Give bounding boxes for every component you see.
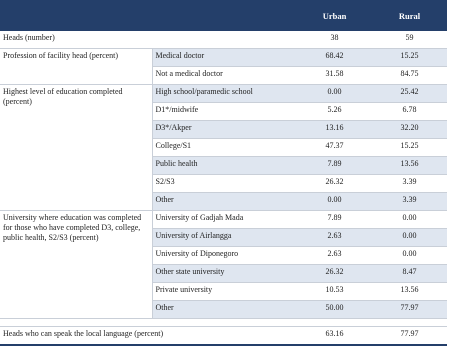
sub-label: Other xyxy=(152,301,297,319)
cell-rural: 13.56 xyxy=(372,283,447,301)
table-row xyxy=(0,327,447,346)
spacer-row xyxy=(0,319,447,327)
cell-rural: 3.39 xyxy=(372,175,447,193)
sub-label: Public health xyxy=(152,157,297,175)
sub-label: College/S1 xyxy=(152,139,297,157)
header-blank-cell xyxy=(152,0,297,31)
row-label-education: Highest level of education completed (percent) xyxy=(0,85,152,211)
sub-label: University of Diponegoro xyxy=(152,247,297,265)
cell-rural: 0.00 xyxy=(372,211,447,229)
cell-rural: 8.47 xyxy=(372,265,447,283)
column-header-urban: Urban xyxy=(297,0,372,31)
cell-rural: 0.00 xyxy=(372,247,447,265)
cell-urban: 31.58 xyxy=(297,67,372,85)
cell-urban: 26.32 xyxy=(297,265,372,283)
table-row xyxy=(0,85,447,103)
cell-rural: 3.39 xyxy=(372,193,447,211)
table-row xyxy=(0,49,447,67)
header-blank-cell xyxy=(0,0,152,31)
cell-urban: 7.89 xyxy=(297,157,372,175)
cell-rural: 84.75 xyxy=(372,67,447,85)
sub-label: High school/paramedic school xyxy=(152,85,297,103)
row-label-university: University where education was completed for those who have completed D3, college, public health, S2/S3 (percent) xyxy=(0,211,152,319)
cell-urban: 68.42 xyxy=(297,49,372,67)
cell-urban: 63.16 xyxy=(297,327,372,346)
cell-urban: 38 xyxy=(297,31,372,49)
cell-urban: 26.32 xyxy=(297,175,372,193)
column-header-rural: Rural xyxy=(372,0,447,31)
row-label-profession: Profession of facility head (percent) xyxy=(0,49,152,85)
cell-urban: 0.00 xyxy=(297,85,372,103)
cell-rural: 15.25 xyxy=(372,139,447,157)
sub-label: University of Gadjah Mada xyxy=(152,211,297,229)
cell-rural: 77.97 xyxy=(372,327,447,346)
cell-rural: 15.25 xyxy=(372,49,447,67)
sub-label: D1*/midwife xyxy=(152,103,297,121)
sub-label: D3*/Akper xyxy=(152,121,297,139)
table-row xyxy=(0,211,447,229)
row-label-heads: Heads (number) xyxy=(0,31,297,49)
cell-urban: 2.63 xyxy=(297,229,372,247)
cell-rural: 0.00 xyxy=(372,229,447,247)
sub-label: Not a medical doctor xyxy=(152,67,297,85)
sub-label: Other xyxy=(152,193,297,211)
table-header-row xyxy=(0,0,447,31)
cell-urban: 13.16 xyxy=(297,121,372,139)
cell-rural: 32.20 xyxy=(372,121,447,139)
cell-urban: 47.37 xyxy=(297,139,372,157)
spacer-cell xyxy=(0,319,447,327)
sub-label: Other state university xyxy=(152,265,297,283)
cell-rural: 77.97 xyxy=(372,301,447,319)
row-label-language: Heads who can speak the local language (percent) xyxy=(0,327,297,346)
cell-rural: 6.78 xyxy=(372,103,447,121)
cell-urban: 0.00 xyxy=(297,193,372,211)
cell-urban: 2.63 xyxy=(297,247,372,265)
cell-urban: 50.00 xyxy=(297,301,372,319)
sub-label: Private university xyxy=(152,283,297,301)
cell-rural: 59 xyxy=(372,31,447,49)
sub-label: University of Airlangga xyxy=(152,229,297,247)
cell-rural: 25.42 xyxy=(372,85,447,103)
cell-urban: 5.26 xyxy=(297,103,372,121)
cell-rural: 13.56 xyxy=(372,157,447,175)
cell-urban: 7.89 xyxy=(297,211,372,229)
cell-urban: 10.53 xyxy=(297,283,372,301)
table-row xyxy=(0,31,447,49)
sub-label: S2/S3 xyxy=(152,175,297,193)
sub-label: Medical doctor xyxy=(152,49,297,67)
